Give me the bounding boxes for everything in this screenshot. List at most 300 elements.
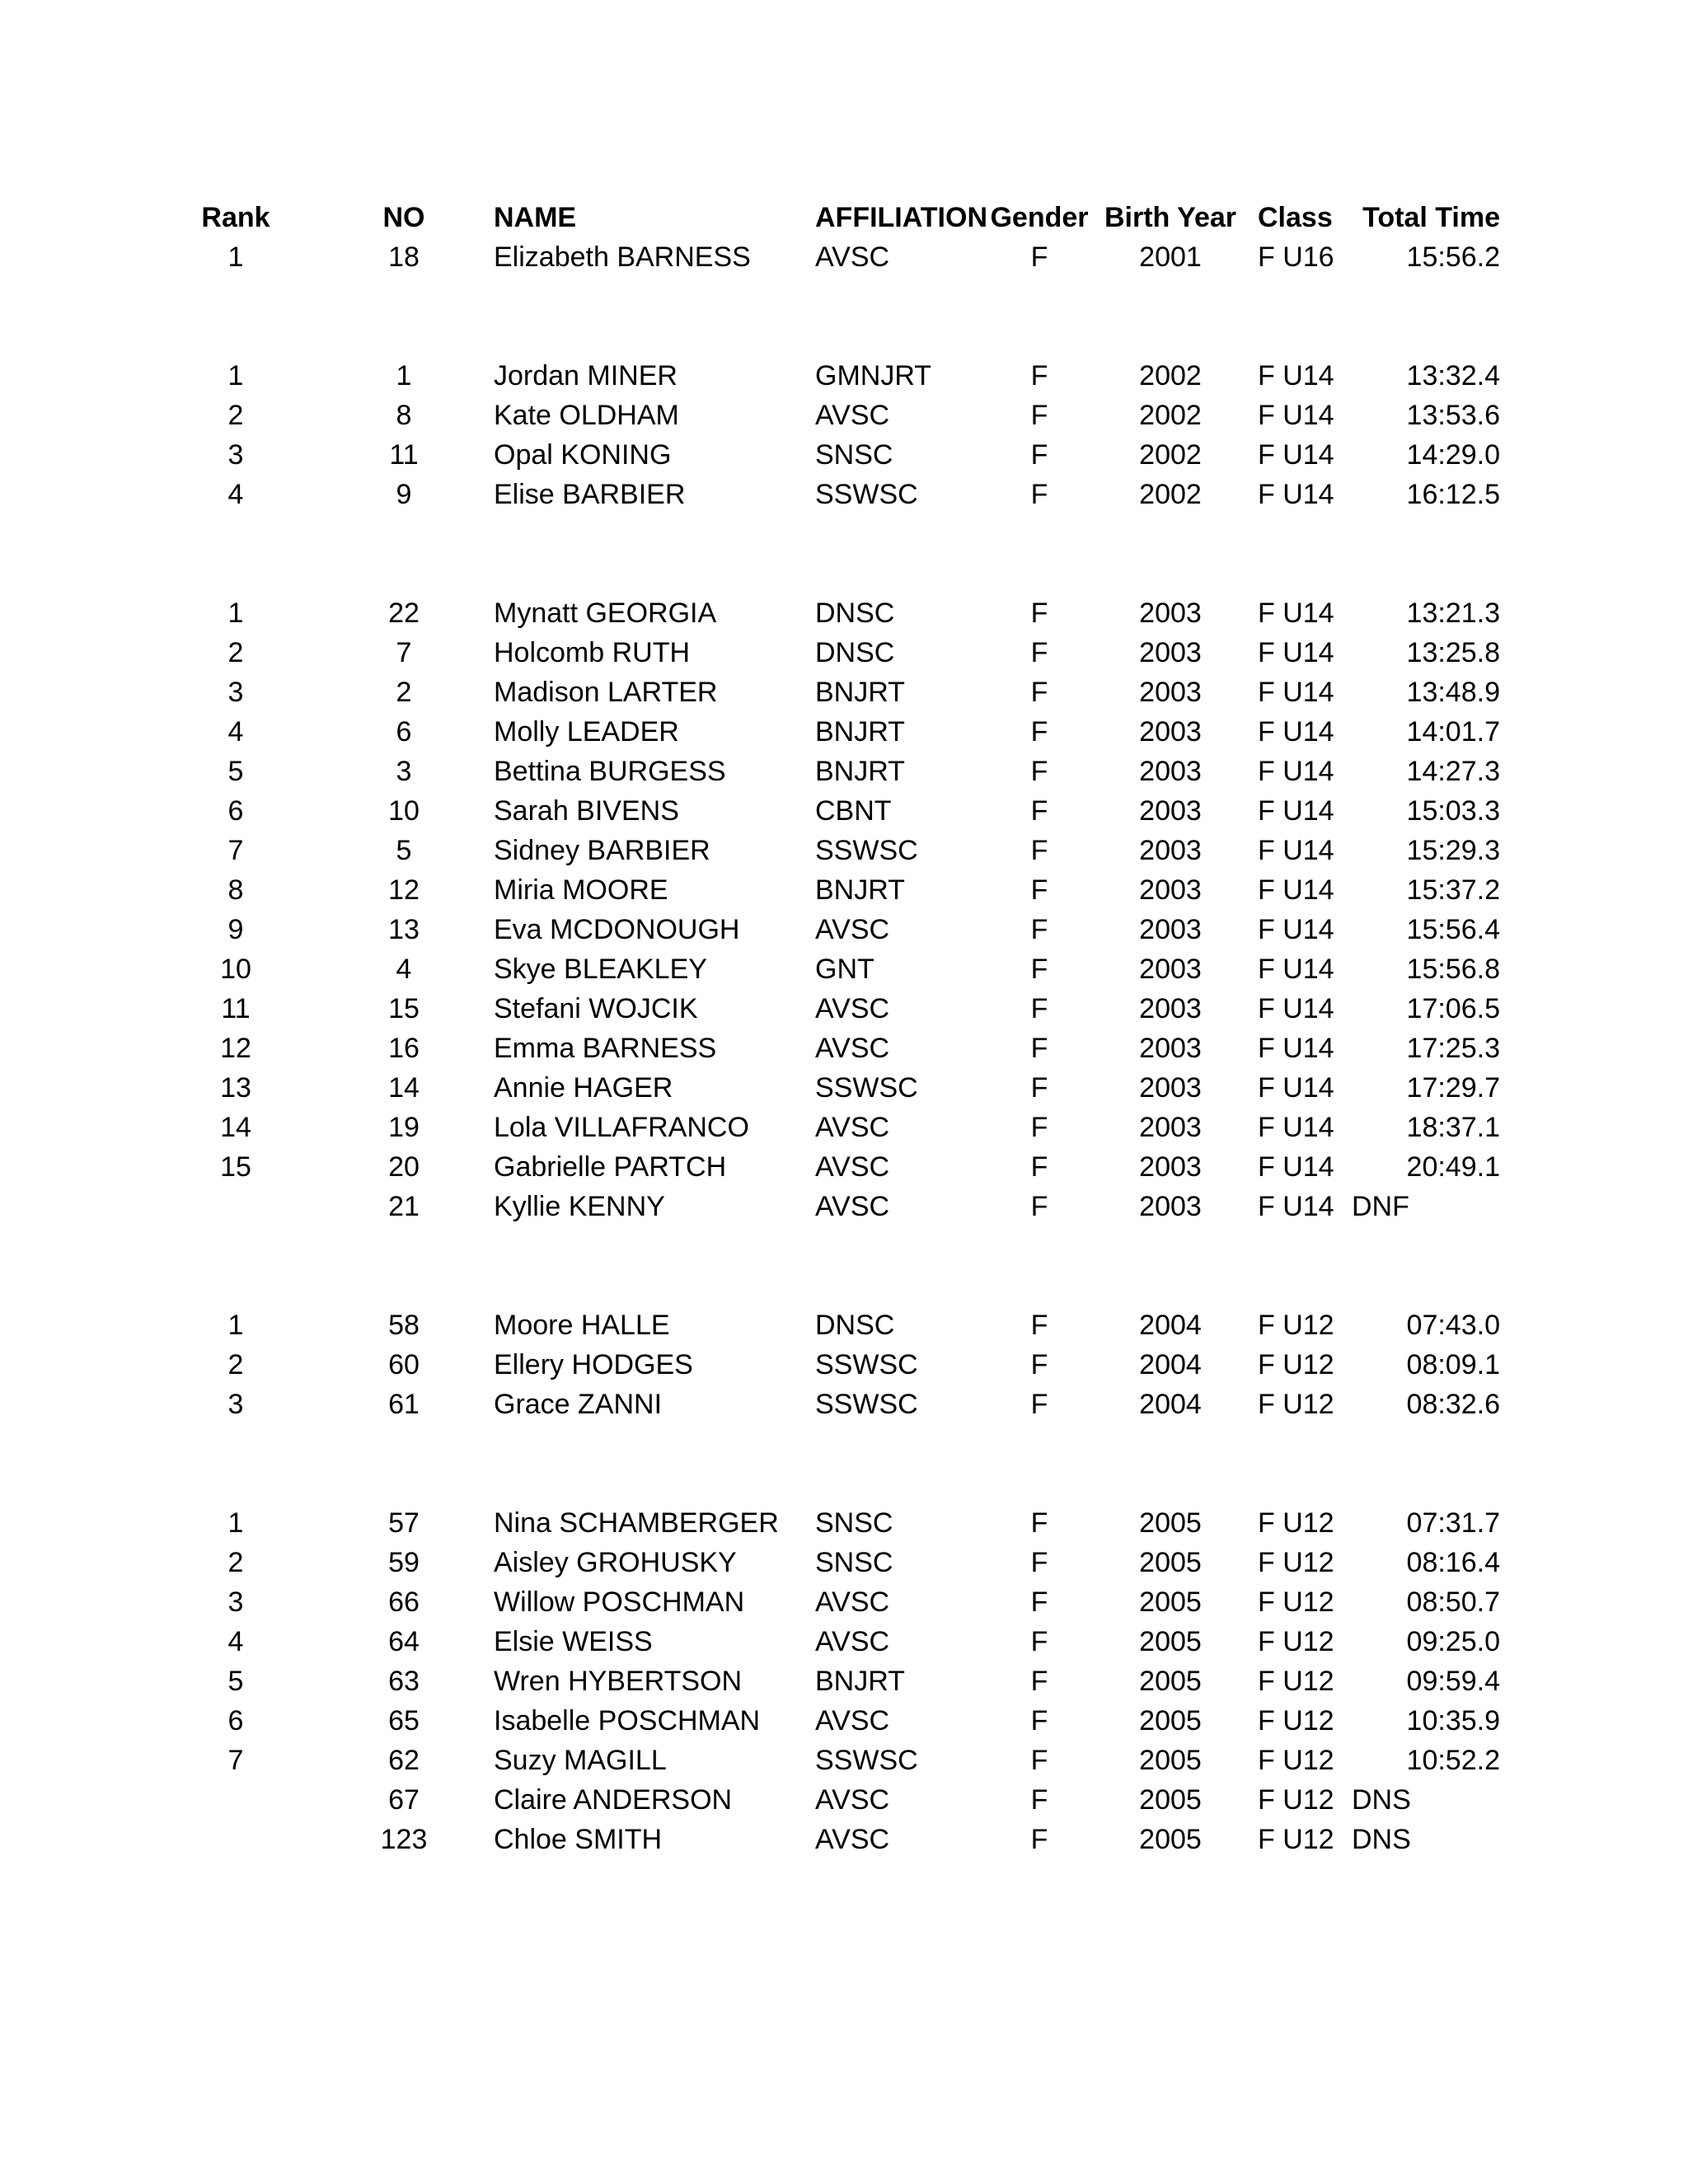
table-row bbox=[0, 1701, 1688, 1741]
affiliation-cell: AVSC bbox=[815, 1586, 890, 1618]
table-row bbox=[0, 712, 1688, 752]
name-cell: Nina SCHAMBERGER bbox=[494, 1507, 779, 1539]
class-cell: F U14 bbox=[1258, 1112, 1334, 1143]
total-time-cell: 17:06.5 bbox=[1406, 993, 1500, 1024]
gender-cell: F bbox=[1030, 835, 1048, 866]
header-name: NAME bbox=[494, 202, 577, 233]
affiliation-cell: BNJRT bbox=[815, 874, 905, 906]
total-time-cell: 13:32.4 bbox=[1406, 360, 1500, 391]
birth-year-cell: 2005 bbox=[1139, 1705, 1202, 1736]
total-time-cell: 17:25.3 bbox=[1406, 1033, 1500, 1064]
rank-cell: 11 bbox=[221, 993, 251, 1024]
affiliation-cell: DNSC bbox=[815, 637, 895, 668]
bib-number-cell: 60 bbox=[388, 1349, 420, 1380]
rank-cell: 4 bbox=[227, 479, 244, 510]
class-cell: F U16 bbox=[1258, 241, 1334, 273]
affiliation-cell: AVSC bbox=[815, 993, 890, 1024]
class-cell: F U14 bbox=[1258, 439, 1334, 471]
birth-year-cell: 2004 bbox=[1139, 1389, 1202, 1420]
affiliation-cell: GNT bbox=[815, 954, 874, 985]
birth-year-cell: 2003 bbox=[1139, 1072, 1202, 1104]
affiliation-cell: SSWSC bbox=[815, 835, 918, 866]
affiliation-cell: SSWSC bbox=[815, 479, 918, 510]
birth-year-cell: 2003 bbox=[1139, 914, 1202, 945]
class-cell: F U14 bbox=[1258, 993, 1334, 1024]
gender-cell: F bbox=[1030, 1191, 1048, 1222]
header-gender: Gender bbox=[990, 202, 1089, 233]
birth-year-cell: 2003 bbox=[1139, 954, 1202, 985]
class-cell: F U12 bbox=[1258, 1626, 1334, 1657]
birth-year-cell: 2003 bbox=[1139, 874, 1202, 906]
gender-cell: F bbox=[1030, 993, 1048, 1024]
gender-cell: F bbox=[1030, 1666, 1048, 1697]
table-row bbox=[0, 593, 1688, 633]
class-cell: F U12 bbox=[1258, 1310, 1334, 1341]
birth-year-cell: 2003 bbox=[1139, 795, 1202, 827]
table-row bbox=[0, 633, 1688, 673]
gender-cell: F bbox=[1030, 1824, 1048, 1855]
rank-cell: 1 bbox=[227, 360, 244, 391]
bib-number-cell: 62 bbox=[388, 1745, 420, 1776]
bib-number-cell: 11 bbox=[389, 439, 419, 471]
affiliation-cell: AVSC bbox=[815, 1033, 890, 1064]
birth-year-cell: 2005 bbox=[1139, 1745, 1202, 1776]
name-cell: Elizabeth BARNESS bbox=[494, 241, 751, 273]
table-row bbox=[0, 1305, 1688, 1345]
gender-cell: F bbox=[1030, 954, 1048, 985]
birth-year-cell: 2003 bbox=[1139, 1112, 1202, 1143]
birth-year-cell: 2003 bbox=[1139, 756, 1202, 787]
birth-year-cell: 2003 bbox=[1139, 835, 1202, 866]
birth-year-cell: 2004 bbox=[1139, 1349, 1202, 1380]
class-cell: F U12 bbox=[1258, 1507, 1334, 1539]
bib-number-cell: 21 bbox=[388, 1191, 420, 1222]
total-time-cell: 15:03.3 bbox=[1406, 795, 1500, 827]
name-cell: Stefani WOJCIK bbox=[494, 993, 698, 1024]
class-cell: F U12 bbox=[1258, 1586, 1334, 1618]
name-cell: Holcomb RUTH bbox=[494, 637, 691, 668]
bib-number-cell: 58 bbox=[388, 1310, 420, 1341]
header-no: NO bbox=[382, 202, 425, 233]
rank-cell: 2 bbox=[227, 637, 244, 668]
bib-number-cell: 66 bbox=[388, 1586, 420, 1618]
name-cell: Isabelle POSCHMAN bbox=[494, 1705, 761, 1736]
gender-cell: F bbox=[1030, 1033, 1048, 1064]
name-cell: Wren HYBERTSON bbox=[494, 1666, 743, 1697]
affiliation-cell: BNJRT bbox=[815, 677, 905, 708]
name-cell: Chloe SMITH bbox=[494, 1824, 663, 1855]
class-cell: F U14 bbox=[1258, 954, 1334, 985]
birth-year-cell: 2003 bbox=[1139, 1151, 1202, 1183]
gender-cell: F bbox=[1030, 1626, 1048, 1657]
name-cell: Miria MOORE bbox=[494, 874, 668, 906]
header-class: Class bbox=[1258, 202, 1333, 233]
rank-cell: 2 bbox=[227, 1547, 244, 1578]
affiliation-cell: CBNT bbox=[815, 795, 892, 827]
name-cell: Ellery HODGES bbox=[494, 1349, 693, 1380]
bib-number-cell: 9 bbox=[396, 479, 412, 510]
rank-cell: 6 bbox=[227, 795, 244, 827]
birth-year-cell: 2003 bbox=[1139, 993, 1202, 1024]
class-cell: F U14 bbox=[1258, 756, 1334, 787]
table-row bbox=[0, 1385, 1688, 1424]
class-cell: F U12 bbox=[1258, 1349, 1334, 1380]
affiliation-cell: AVSC bbox=[815, 1191, 890, 1222]
table-row bbox=[0, 910, 1688, 949]
bib-number-cell: 19 bbox=[388, 1112, 420, 1143]
bib-number-cell: 7 bbox=[396, 637, 412, 668]
birth-year-cell: 2003 bbox=[1139, 1033, 1202, 1064]
table-row bbox=[0, 475, 1688, 514]
gender-cell: F bbox=[1030, 360, 1048, 391]
affiliation-cell: SSWSC bbox=[815, 1349, 918, 1380]
class-cell: F U14 bbox=[1258, 677, 1334, 708]
gender-cell: F bbox=[1030, 677, 1048, 708]
total-time-cell: 13:25.8 bbox=[1406, 637, 1500, 668]
birth-year-cell: 2005 bbox=[1139, 1824, 1202, 1855]
header-total-time: Total Time bbox=[1362, 202, 1500, 233]
class-cell: F U12 bbox=[1258, 1389, 1334, 1420]
rank-cell: 1 bbox=[227, 1507, 244, 1539]
table-row bbox=[0, 673, 1688, 712]
name-cell: Madison LARTER bbox=[494, 677, 718, 708]
name-cell: Kyllie KENNY bbox=[494, 1191, 665, 1222]
bib-number-cell: 65 bbox=[388, 1705, 420, 1736]
gender-cell: F bbox=[1030, 1072, 1048, 1104]
birth-year-cell: 2003 bbox=[1139, 677, 1202, 708]
name-cell: Kate OLDHAM bbox=[494, 400, 679, 431]
table-row bbox=[0, 831, 1688, 870]
total-time-cell: 10:35.9 bbox=[1406, 1705, 1500, 1736]
birth-year-cell: 2002 bbox=[1139, 439, 1202, 471]
birth-year-cell: 2002 bbox=[1139, 400, 1202, 431]
birth-year-cell: 2004 bbox=[1139, 1310, 1202, 1341]
class-cell: F U14 bbox=[1258, 835, 1334, 866]
table-row bbox=[0, 396, 1688, 435]
gender-cell: F bbox=[1030, 241, 1048, 273]
rank-cell: 1 bbox=[227, 1310, 244, 1341]
header-birth-year: Birth Year bbox=[1104, 202, 1236, 233]
rank-cell: 4 bbox=[227, 1626, 244, 1657]
affiliation-cell: SNSC bbox=[815, 1547, 893, 1578]
bib-number-cell: 6 bbox=[396, 716, 412, 748]
table-header bbox=[0, 198, 1688, 237]
total-time-cell: 07:31.7 bbox=[1406, 1507, 1500, 1539]
bib-number-cell: 13 bbox=[388, 914, 420, 945]
total-time-cell: 18:37.1 bbox=[1406, 1112, 1500, 1143]
affiliation-cell: BNJRT bbox=[815, 756, 905, 787]
bib-number-cell: 123 bbox=[380, 1824, 428, 1855]
bib-number-cell: 1 bbox=[396, 360, 412, 391]
rank-cell: 8 bbox=[227, 874, 244, 906]
rank-cell: 3 bbox=[227, 439, 244, 471]
rank-cell: 1 bbox=[227, 598, 244, 629]
table-row bbox=[0, 1345, 1688, 1385]
gender-cell: F bbox=[1030, 1349, 1048, 1380]
name-cell: Elsie WEISS bbox=[494, 1626, 653, 1657]
total-time-cell: 15:37.2 bbox=[1406, 874, 1500, 906]
bib-number-cell: 14 bbox=[388, 1072, 420, 1104]
affiliation-cell: SSWSC bbox=[815, 1072, 918, 1104]
total-time-cell: 14:01.7 bbox=[1406, 716, 1500, 748]
rank-cell: 12 bbox=[220, 1033, 251, 1064]
class-cell: F U14 bbox=[1258, 914, 1334, 945]
bib-number-cell: 10 bbox=[388, 795, 420, 827]
gender-cell: F bbox=[1030, 1310, 1048, 1341]
table-row bbox=[0, 1820, 1688, 1859]
total-time-cell: 20:49.1 bbox=[1406, 1151, 1500, 1183]
class-cell: F U12 bbox=[1258, 1784, 1334, 1816]
affiliation-cell: AVSC bbox=[815, 1151, 890, 1183]
bib-number-cell: 15 bbox=[388, 993, 420, 1024]
rank-cell: 5 bbox=[227, 756, 244, 787]
class-cell: F U14 bbox=[1258, 598, 1334, 629]
gender-cell: F bbox=[1030, 400, 1048, 431]
name-cell: Skye BLEAKLEY bbox=[494, 954, 707, 985]
total-time-cell: 08:32.6 bbox=[1406, 1389, 1500, 1420]
gender-cell: F bbox=[1030, 479, 1048, 510]
total-time-cell: 15:56.2 bbox=[1406, 241, 1500, 273]
total-time-cell: 10:52.2 bbox=[1406, 1745, 1500, 1776]
name-cell: Aisley GROHUSKY bbox=[494, 1547, 737, 1578]
name-cell: Molly LEADER bbox=[494, 716, 679, 748]
gender-cell: F bbox=[1030, 1705, 1048, 1736]
affiliation-cell: AVSC bbox=[815, 914, 890, 945]
table-row bbox=[0, 1543, 1688, 1582]
bib-number-cell: 61 bbox=[388, 1389, 420, 1420]
gender-cell: F bbox=[1030, 1784, 1048, 1816]
affiliation-cell: AVSC bbox=[815, 400, 890, 431]
affiliation-cell: AVSC bbox=[815, 1824, 890, 1855]
total-time-cell: 17:29.7 bbox=[1406, 1072, 1500, 1104]
total-time-cell: 07:43.0 bbox=[1406, 1310, 1500, 1341]
rank-cell: 2 bbox=[227, 1349, 244, 1380]
name-cell: Claire ANDERSON bbox=[494, 1784, 733, 1816]
name-cell: Sidney BARBIER bbox=[494, 835, 710, 866]
birth-year-cell: 2005 bbox=[1139, 1666, 1202, 1697]
affiliation-cell: SSWSC bbox=[815, 1745, 918, 1776]
bib-number-cell: 3 bbox=[396, 756, 412, 787]
gender-cell: F bbox=[1030, 756, 1048, 787]
birth-year-cell: 2003 bbox=[1139, 1191, 1202, 1222]
bib-number-cell: 16 bbox=[388, 1033, 420, 1064]
birth-year-cell: 2005 bbox=[1139, 1507, 1202, 1539]
affiliation-cell: AVSC bbox=[815, 1112, 890, 1143]
header-rank: Rank bbox=[201, 202, 270, 233]
class-cell: F U14 bbox=[1258, 479, 1334, 510]
gender-cell: F bbox=[1030, 1507, 1048, 1539]
affiliation-cell: AVSC bbox=[815, 241, 890, 273]
affiliation-cell: SNSC bbox=[815, 439, 893, 471]
gender-cell: F bbox=[1030, 1586, 1048, 1618]
name-cell: Gabrielle PARTCH bbox=[494, 1151, 727, 1183]
table-row bbox=[0, 435, 1688, 475]
total-time-cell: 15:29.3 bbox=[1406, 835, 1500, 866]
bib-number-cell: 57 bbox=[388, 1507, 420, 1539]
status-cell: DNS bbox=[1352, 1824, 1411, 1855]
class-cell: F U14 bbox=[1258, 795, 1334, 827]
table-row bbox=[0, 1029, 1688, 1068]
gender-cell: F bbox=[1030, 1112, 1048, 1143]
header-affiliation: AFFILIATION bbox=[815, 202, 987, 233]
bib-number-cell: 18 bbox=[388, 241, 420, 273]
status-cell: DNF bbox=[1352, 1191, 1409, 1222]
affiliation-cell: AVSC bbox=[815, 1705, 890, 1736]
total-time-cell: 08:09.1 bbox=[1406, 1349, 1500, 1380]
rank-cell: 7 bbox=[227, 1745, 244, 1776]
table-row bbox=[0, 1780, 1688, 1820]
total-time-cell: 08:50.7 bbox=[1406, 1586, 1500, 1618]
rank-cell: 3 bbox=[227, 1586, 244, 1618]
class-cell: F U14 bbox=[1258, 1072, 1334, 1104]
affiliation-cell: AVSC bbox=[815, 1626, 890, 1657]
table-row bbox=[0, 1582, 1688, 1622]
class-cell: F U12 bbox=[1258, 1666, 1334, 1697]
gender-cell: F bbox=[1030, 1547, 1048, 1578]
birth-year-cell: 2003 bbox=[1139, 637, 1202, 668]
birth-year-cell: 2003 bbox=[1139, 598, 1202, 629]
affiliation-cell: SNSC bbox=[815, 1507, 893, 1539]
rank-cell: 9 bbox=[227, 914, 244, 945]
table-row bbox=[0, 1503, 1688, 1543]
gender-cell: F bbox=[1030, 914, 1048, 945]
rank-cell: 10 bbox=[220, 954, 251, 985]
gender-cell: F bbox=[1030, 716, 1048, 748]
bib-number-cell: 12 bbox=[388, 874, 420, 906]
birth-year-cell: 2002 bbox=[1139, 479, 1202, 510]
birth-year-cell: 2003 bbox=[1139, 716, 1202, 748]
bib-number-cell: 67 bbox=[388, 1784, 420, 1816]
rank-cell: 2 bbox=[227, 400, 244, 431]
rank-cell: 14 bbox=[220, 1112, 251, 1143]
affiliation-cell: DNSC bbox=[815, 598, 895, 629]
rank-cell: 3 bbox=[227, 1389, 244, 1420]
gender-cell: F bbox=[1030, 1745, 1048, 1776]
name-cell: Willow POSCHMAN bbox=[494, 1586, 745, 1618]
affiliation-cell: GMNJRT bbox=[815, 360, 932, 391]
bib-number-cell: 2 bbox=[396, 677, 412, 708]
rank-cell: 3 bbox=[227, 677, 244, 708]
birth-year-cell: 2005 bbox=[1139, 1784, 1202, 1816]
birth-year-cell: 2002 bbox=[1139, 360, 1202, 391]
table-row bbox=[0, 1108, 1688, 1147]
name-cell: Sarah BIVENS bbox=[494, 795, 679, 827]
total-time-cell: 14:29.0 bbox=[1406, 439, 1500, 471]
name-cell: Emma BARNESS bbox=[494, 1033, 717, 1064]
bib-number-cell: 22 bbox=[388, 598, 420, 629]
total-time-cell: 15:56.8 bbox=[1406, 954, 1500, 985]
table-row bbox=[0, 1622, 1688, 1661]
rank-cell: 4 bbox=[227, 716, 244, 748]
affiliation-cell: BNJRT bbox=[815, 1666, 905, 1697]
table-row bbox=[0, 949, 1688, 989]
gender-cell: F bbox=[1030, 598, 1048, 629]
name-cell: Lola VILLAFRANCO bbox=[494, 1112, 749, 1143]
class-cell: F U12 bbox=[1258, 1824, 1334, 1855]
birth-year-cell: 2005 bbox=[1139, 1626, 1202, 1657]
class-cell: F U14 bbox=[1258, 874, 1334, 906]
bib-number-cell: 8 bbox=[396, 400, 412, 431]
rank-cell: 13 bbox=[220, 1072, 251, 1104]
name-cell: Bettina BURGESS bbox=[494, 756, 726, 787]
table-row bbox=[0, 356, 1688, 396]
table-row bbox=[0, 791, 1688, 831]
table-row bbox=[0, 1661, 1688, 1701]
table-row bbox=[0, 1068, 1688, 1108]
class-cell: F U14 bbox=[1258, 360, 1334, 391]
affiliation-cell: DNSC bbox=[815, 1310, 895, 1341]
affiliation-cell: SSWSC bbox=[815, 1389, 918, 1420]
gender-cell: F bbox=[1030, 1151, 1048, 1183]
table-row bbox=[0, 237, 1688, 277]
class-cell: F U14 bbox=[1258, 716, 1334, 748]
bib-number-cell: 59 bbox=[388, 1547, 420, 1578]
class-cell: F U12 bbox=[1258, 1745, 1334, 1776]
table-row bbox=[0, 752, 1688, 791]
class-cell: F U14 bbox=[1258, 400, 1334, 431]
bib-number-cell: 63 bbox=[388, 1666, 420, 1697]
bib-number-cell: 64 bbox=[388, 1626, 420, 1657]
bib-number-cell: 5 bbox=[396, 835, 412, 866]
table-row bbox=[0, 870, 1688, 910]
gender-cell: F bbox=[1030, 874, 1048, 906]
rank-cell: 7 bbox=[227, 835, 244, 866]
total-time-cell: 16:12.5 bbox=[1406, 479, 1500, 510]
table-row bbox=[0, 1147, 1688, 1187]
total-time-cell: 13:48.9 bbox=[1406, 677, 1500, 708]
total-time-cell: 13:53.6 bbox=[1406, 400, 1500, 431]
total-time-cell: 13:21.3 bbox=[1406, 598, 1500, 629]
gender-cell: F bbox=[1030, 439, 1048, 471]
class-cell: F U14 bbox=[1258, 1151, 1334, 1183]
name-cell: Moore HALLE bbox=[494, 1310, 670, 1341]
class-cell: F U12 bbox=[1258, 1547, 1334, 1578]
class-cell: F U14 bbox=[1258, 1191, 1334, 1222]
total-time-cell: 15:56.4 bbox=[1406, 914, 1500, 945]
birth-year-cell: 2005 bbox=[1139, 1586, 1202, 1618]
total-time-cell: 14:27.3 bbox=[1406, 756, 1500, 787]
table-row bbox=[0, 989, 1688, 1029]
gender-cell: F bbox=[1030, 795, 1048, 827]
table-row bbox=[0, 1741, 1688, 1780]
name-cell: Opal KONING bbox=[494, 439, 672, 471]
name-cell: Annie HAGER bbox=[494, 1072, 673, 1104]
gender-cell: F bbox=[1030, 637, 1048, 668]
name-cell: Eva MCDONOUGH bbox=[494, 914, 740, 945]
name-cell: Jordan MINER bbox=[494, 360, 678, 391]
table-row bbox=[0, 1187, 1688, 1226]
rank-cell: 5 bbox=[227, 1666, 244, 1697]
affiliation-cell: AVSC bbox=[815, 1784, 890, 1816]
status-cell: DNS bbox=[1352, 1784, 1411, 1816]
gender-cell: F bbox=[1030, 1389, 1048, 1420]
birth-year-cell: 2005 bbox=[1139, 1547, 1202, 1578]
birth-year-cell: 2001 bbox=[1139, 241, 1202, 273]
name-cell: Elise BARBIER bbox=[494, 479, 686, 510]
bib-number-cell: 4 bbox=[396, 954, 412, 985]
rank-cell: 1 bbox=[227, 241, 244, 273]
total-time-cell: 09:59.4 bbox=[1406, 1666, 1500, 1697]
bib-number-cell: 20 bbox=[388, 1151, 420, 1183]
name-cell: Suzy MAGILL bbox=[494, 1745, 667, 1776]
name-cell: Mynatt GEORGIA bbox=[494, 598, 717, 629]
rank-cell: 6 bbox=[227, 1705, 244, 1736]
class-cell: F U14 bbox=[1258, 637, 1334, 668]
class-cell: F U14 bbox=[1258, 1033, 1334, 1064]
affiliation-cell: BNJRT bbox=[815, 716, 905, 748]
total-time-cell: 08:16.4 bbox=[1406, 1547, 1500, 1578]
rank-cell: 15 bbox=[220, 1151, 251, 1183]
